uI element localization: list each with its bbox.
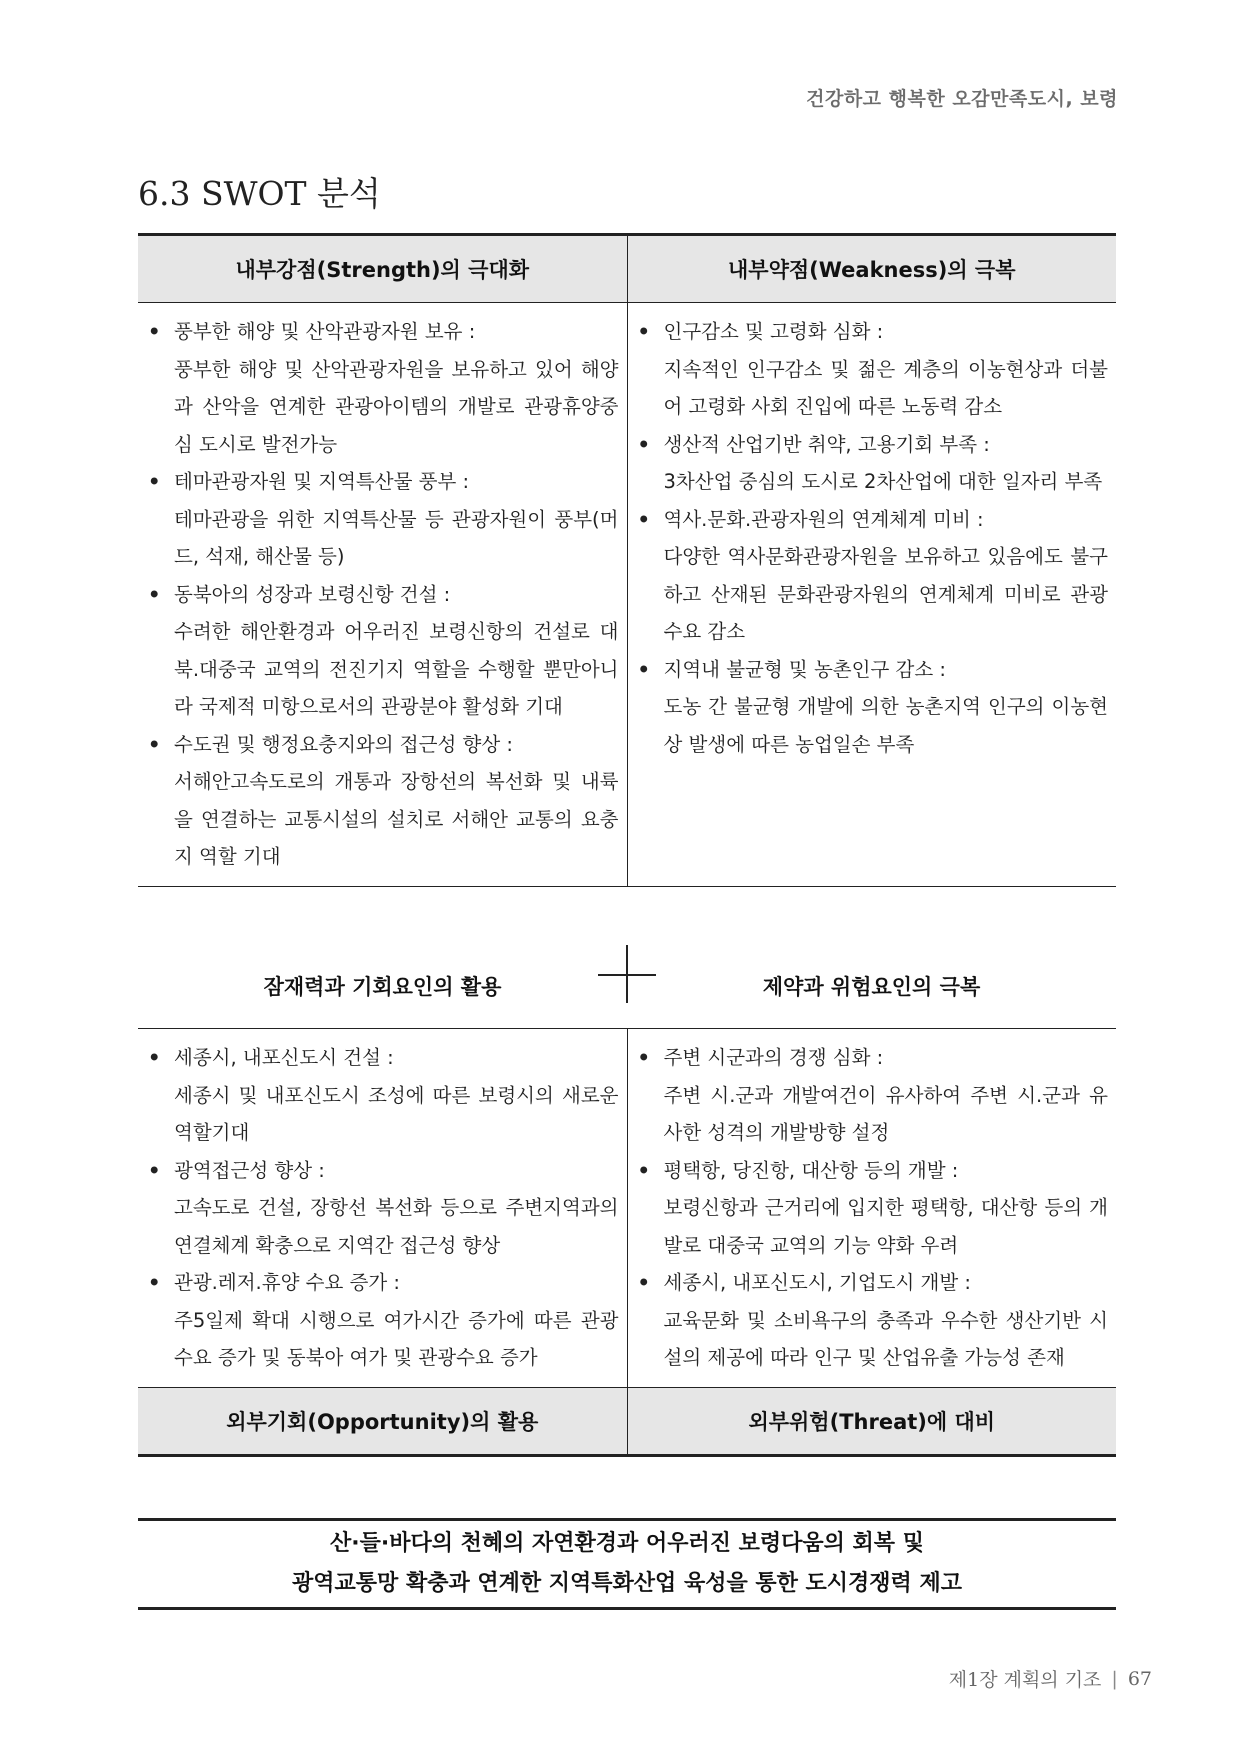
bullet-icon: •	[637, 657, 650, 681]
item-description: 주5일제 확대 시행으로 여가시간 증가에 따른 관광수요 증가 및 동북아 여가 및 관광수요 증가	[174, 1308, 619, 1369]
item-description: 보령신항과 근거리에 입지한 평택항, 대산항 등의 개발로 대중국 교역의 기능 약화 우려	[663, 1196, 1108, 1257]
item-description: 3차산업 중심의 도시로 2차산업에 대한 일자리 부족	[663, 470, 1103, 493]
list-item	[148, 1264, 619, 1377]
item-heading: 지역내 불균형 및 농촌인구 감소 :	[663, 657, 946, 681]
external-body-row	[138, 1029, 1116, 1387]
bullet-icon: •	[637, 1046, 650, 1069]
weaknesses-list	[627, 303, 1117, 886]
list-item	[638, 1039, 1109, 1152]
list-item	[148, 576, 619, 726]
internal-header-row	[138, 236, 1116, 303]
item-heading: 관광.레저.휴양 수요 증가 :	[174, 1271, 400, 1294]
swot-external-table	[138, 1028, 1116, 1457]
list-item	[148, 1152, 619, 1265]
list-item	[638, 1264, 1109, 1377]
item-heading: 인구감소 및 고령화 심화 :	[663, 320, 884, 343]
bullet-icon: •	[148, 470, 161, 493]
item-description: 주변 시.군과 개발여건이 유사하여 주변 시.군과 유사한 성격의 개발방향 설정	[663, 1083, 1108, 1144]
section-title: 6.3 SWOT 분석	[138, 174, 381, 213]
item-description: 테마관광을 위한 지역특산물 등 관광자원이 풍부(머드, 석재, 해산물 등)	[174, 507, 619, 568]
item-heading: 주변 시군과의 경쟁 심화 :	[663, 1046, 884, 1069]
threats-header: 외부위험(Threat)에 대비	[627, 1388, 1117, 1454]
bullet-icon: •	[148, 1158, 161, 1182]
list-item	[148, 463, 619, 576]
opportunities-header: 외부기회(Opportunity)의 활용	[226, 1409, 539, 1434]
bullet-icon: •	[148, 732, 161, 756]
list-item	[148, 1039, 619, 1152]
item-heading: 세종시, 내포신도시 건설 :	[174, 1046, 394, 1069]
bullet-icon: •	[637, 432, 650, 456]
page-number: 67	[1127, 1667, 1152, 1690]
opportunities-list	[138, 1029, 627, 1387]
list-item	[148, 726, 619, 876]
cross-divider-horizontal	[598, 974, 656, 976]
item-heading: 수도권 및 행정요충지와의 접근성 향상 :	[174, 732, 513, 756]
weaknesses-header: 내부약점(Weakness)의 극복	[627, 236, 1117, 302]
item-heading: 동북아의 성장과 보령신항 건설 :	[174, 582, 451, 606]
bullet-icon: •	[637, 1158, 650, 1182]
item-heading: 풍부한 해양 및 산악관광자원 보유 :	[174, 320, 476, 343]
footer-separator: |	[1111, 1667, 1118, 1690]
vision-line-1: 산·들·바다의 천혜의 자연환경과 어우러진 보령다움의 회복 및	[330, 1531, 924, 1556]
list-item	[148, 313, 619, 463]
bullet-icon: •	[148, 1046, 161, 1069]
threat-strategy-label: 제약과 위험요인의 극복	[762, 975, 981, 999]
swot-internal-table	[138, 233, 1116, 887]
internal-body-row	[138, 303, 1116, 886]
item-description: 풍부한 해양 및 산악관광자원을 보유하고 있어 해양과 산악을 연계한 관광아이템의 개발로 관광휴양중심 도시로 발전가능	[174, 357, 619, 456]
bullet-icon: •	[637, 1271, 650, 1294]
item-description: 세종시 및 내포신도시 조성에 따른 보령시의 새로운 역할기대	[174, 1083, 619, 1144]
item-heading: 광역접근성 향상 :	[174, 1158, 325, 1182]
bullet-icon: •	[637, 507, 650, 531]
strengths-list	[138, 303, 627, 886]
bullet-icon: •	[148, 320, 161, 343]
vision-statement	[138, 1518, 1116, 1610]
page-footer	[949, 1665, 1152, 1692]
list-item	[638, 651, 1109, 764]
item-description: 고속도로 건설, 장항선 복선화 등으로 주변지역과의 연결체계 확충으로 지역간 접근성 향상	[174, 1196, 619, 1257]
list-item	[638, 1152, 1109, 1265]
bullet-icon: •	[637, 320, 650, 343]
item-description: 수려한 해안환경과 어우러진 보령신항의 건설로 대북.대중국 교역의 전진기지 역할을 수행할 뿐만아니라 국제적 미항으로서의 관광분야 활성화 기대	[174, 620, 619, 718]
vision-line-2: 광역교통망 확충과 연계한 지역특화산업 육성을 통한 도시경쟁력 제고	[292, 1571, 962, 1596]
swot-middle-row	[138, 945, 1116, 1027]
item-description: 교육문화 및 소비욕구의 충족과 우수한 생산기반 시설의 제공에 따라 인구 및 산업유출 가능성 존재	[663, 1308, 1108, 1369]
external-header-row	[138, 1387, 1116, 1454]
bullet-icon: •	[148, 582, 161, 606]
bullet-icon: •	[148, 1271, 161, 1294]
opportunity-strategy-label: 잠재력과 기회요인의 활용	[263, 975, 502, 999]
strengths-header: 내부강점(Strength)의 극대화	[235, 258, 530, 282]
item-description: 도농 간 불균형 개발에 의한 농촌지역 인구의 이농현상 발생에 따른 농업일손 부족	[663, 695, 1108, 756]
item-description: 지속적인 인구감소 및 젊은 계층의 이농현상과 더불어 고령화 사회 진입에 따른 노동력 감소	[663, 357, 1108, 418]
item-description: 서해안고속도로의 개통과 장항선의 복선화 및 내륙을 연결하는 교통시설의 설치로 서해안 교통의 요충지 역할 기대	[174, 770, 619, 868]
threats-list	[627, 1029, 1117, 1387]
item-heading: 역사.문화.관광자원의 연계체계 미비 :	[663, 507, 984, 531]
item-heading: 세종시, 내포신도시, 기업도시 개발 :	[663, 1271, 971, 1294]
list-item	[638, 426, 1109, 501]
chapter-label: 제1장 계획의 기조	[948, 1669, 1102, 1691]
list-item	[638, 313, 1109, 426]
item-description: 다양한 역사문화관광자원을 보유하고 있음에도 불구하고 산재된 문화관광자원의 연계체계 미비로 관광수요 감소	[663, 545, 1108, 643]
item-heading: 테마관광자원 및 지역특산물 풍부 :	[174, 470, 470, 493]
list-item	[638, 501, 1109, 651]
item-heading: 생산적 산업기반 취약, 고용기회 부족 :	[663, 432, 990, 456]
item-heading: 평택항, 당진항, 대산항 등의 개발 :	[663, 1158, 959, 1182]
running-header: 건강하고 행복한 오감만족도시, 보령	[806, 88, 1118, 110]
